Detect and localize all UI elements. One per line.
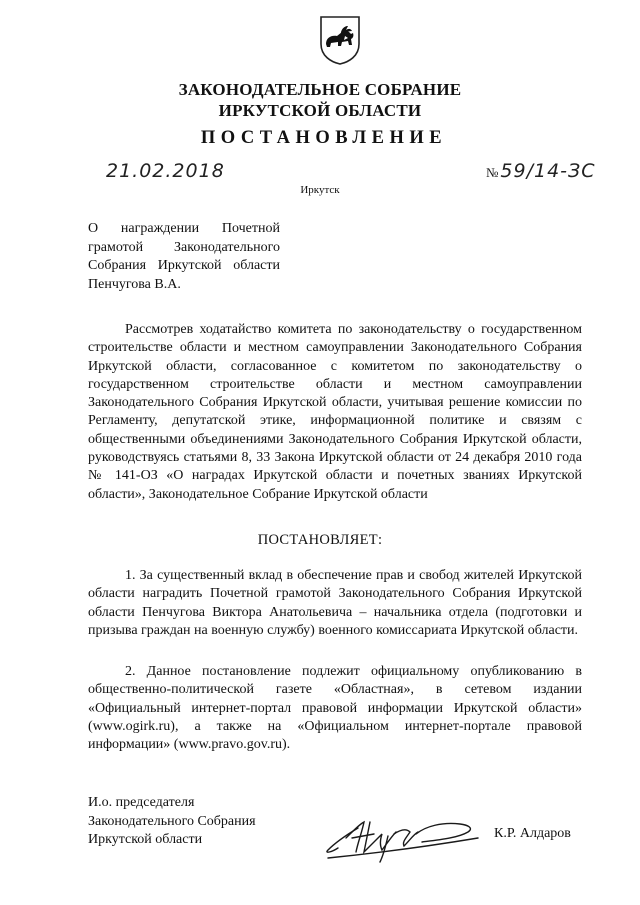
signatory-title-line: Законодательного Собрания (88, 813, 256, 829)
preamble-paragraph: Рассмотрев ходатайство комитета по законодательству о государственном строительстве области и местном самоуправлении Законодательного Собрания Иркутской области, согласованное с комитетом по законодательству о государственном строительстве области и местном самоуправлении Законодательного Собрания Иркутской области, учитывая решение комиссии по Регламенту, депутатской этике, информационной политике и связям с общественными объединениями Законодательного Собрания Иркутской области, руководствуясь статьями 8, 33 Закона Иркутской области от 24 декабря 2010 года № 141-ОЗ «О наградах Иркутской области и почетных званиях Иркутской области», Законодательное Собрание Иркутской области (88, 322, 582, 502)
coat-of-arms-icon (318, 14, 362, 66)
subject-line: О награждении Почетной (88, 221, 280, 236)
document-date: 21.02.2018 (106, 160, 225, 182)
organization-name-line2: ИРКУТСКОЙ ОБЛАСТИ (218, 101, 422, 120)
resolves-heading: ПОСТАНОВЛЯЕТ: (257, 532, 383, 548)
subject-line: грамотой Законодательного (88, 239, 280, 255)
handwritten-signature (318, 808, 486, 866)
item-2-paragraph: 2. Данное постановление подлежит официальному опубликованию в общественно-политической газете «Областная», в сетевом издании «Официальный интернет-портал правовой информации Иркутской области» (www.ogirk.ru), а также на «Официальном интернет-портале правовой информации» (www.pravo.gov.ru). (88, 664, 582, 753)
number-value: 59/14-ЗС (500, 160, 596, 182)
document-subject (88, 220, 280, 294)
item-1-paragraph: 1. За существенный вклад в обеспечение прав и свобод жителей Иркутской области наградить Почетной грамотой Законодательного Собрания Иркутской области Пенчугова Виктора Анатольевича – начальника отдела (подготовки и призыва граждан на военную службу) военного комиссариата Иркутской области. (88, 568, 582, 638)
signatory-title (88, 794, 256, 850)
document-type: ПОСТАНОВЛЕНИЕ (200, 128, 448, 148)
document-number (486, 160, 595, 182)
number-sign: № (486, 165, 499, 180)
signatory-name: К.Р. Алдаров (494, 826, 571, 841)
city-name: Иркутск (300, 184, 340, 196)
subject-line: Пенчугова В.А. (88, 276, 181, 292)
signatory-title-line: Иркутской области (88, 832, 203, 847)
signatory-title-line: И.о. председателя (88, 795, 195, 810)
organization-name-line1: ЗАКОНОДАТЕЛЬНОЕ СОБРАНИЕ (178, 80, 462, 99)
subject-line: Собрания Иркутской области (88, 258, 280, 274)
